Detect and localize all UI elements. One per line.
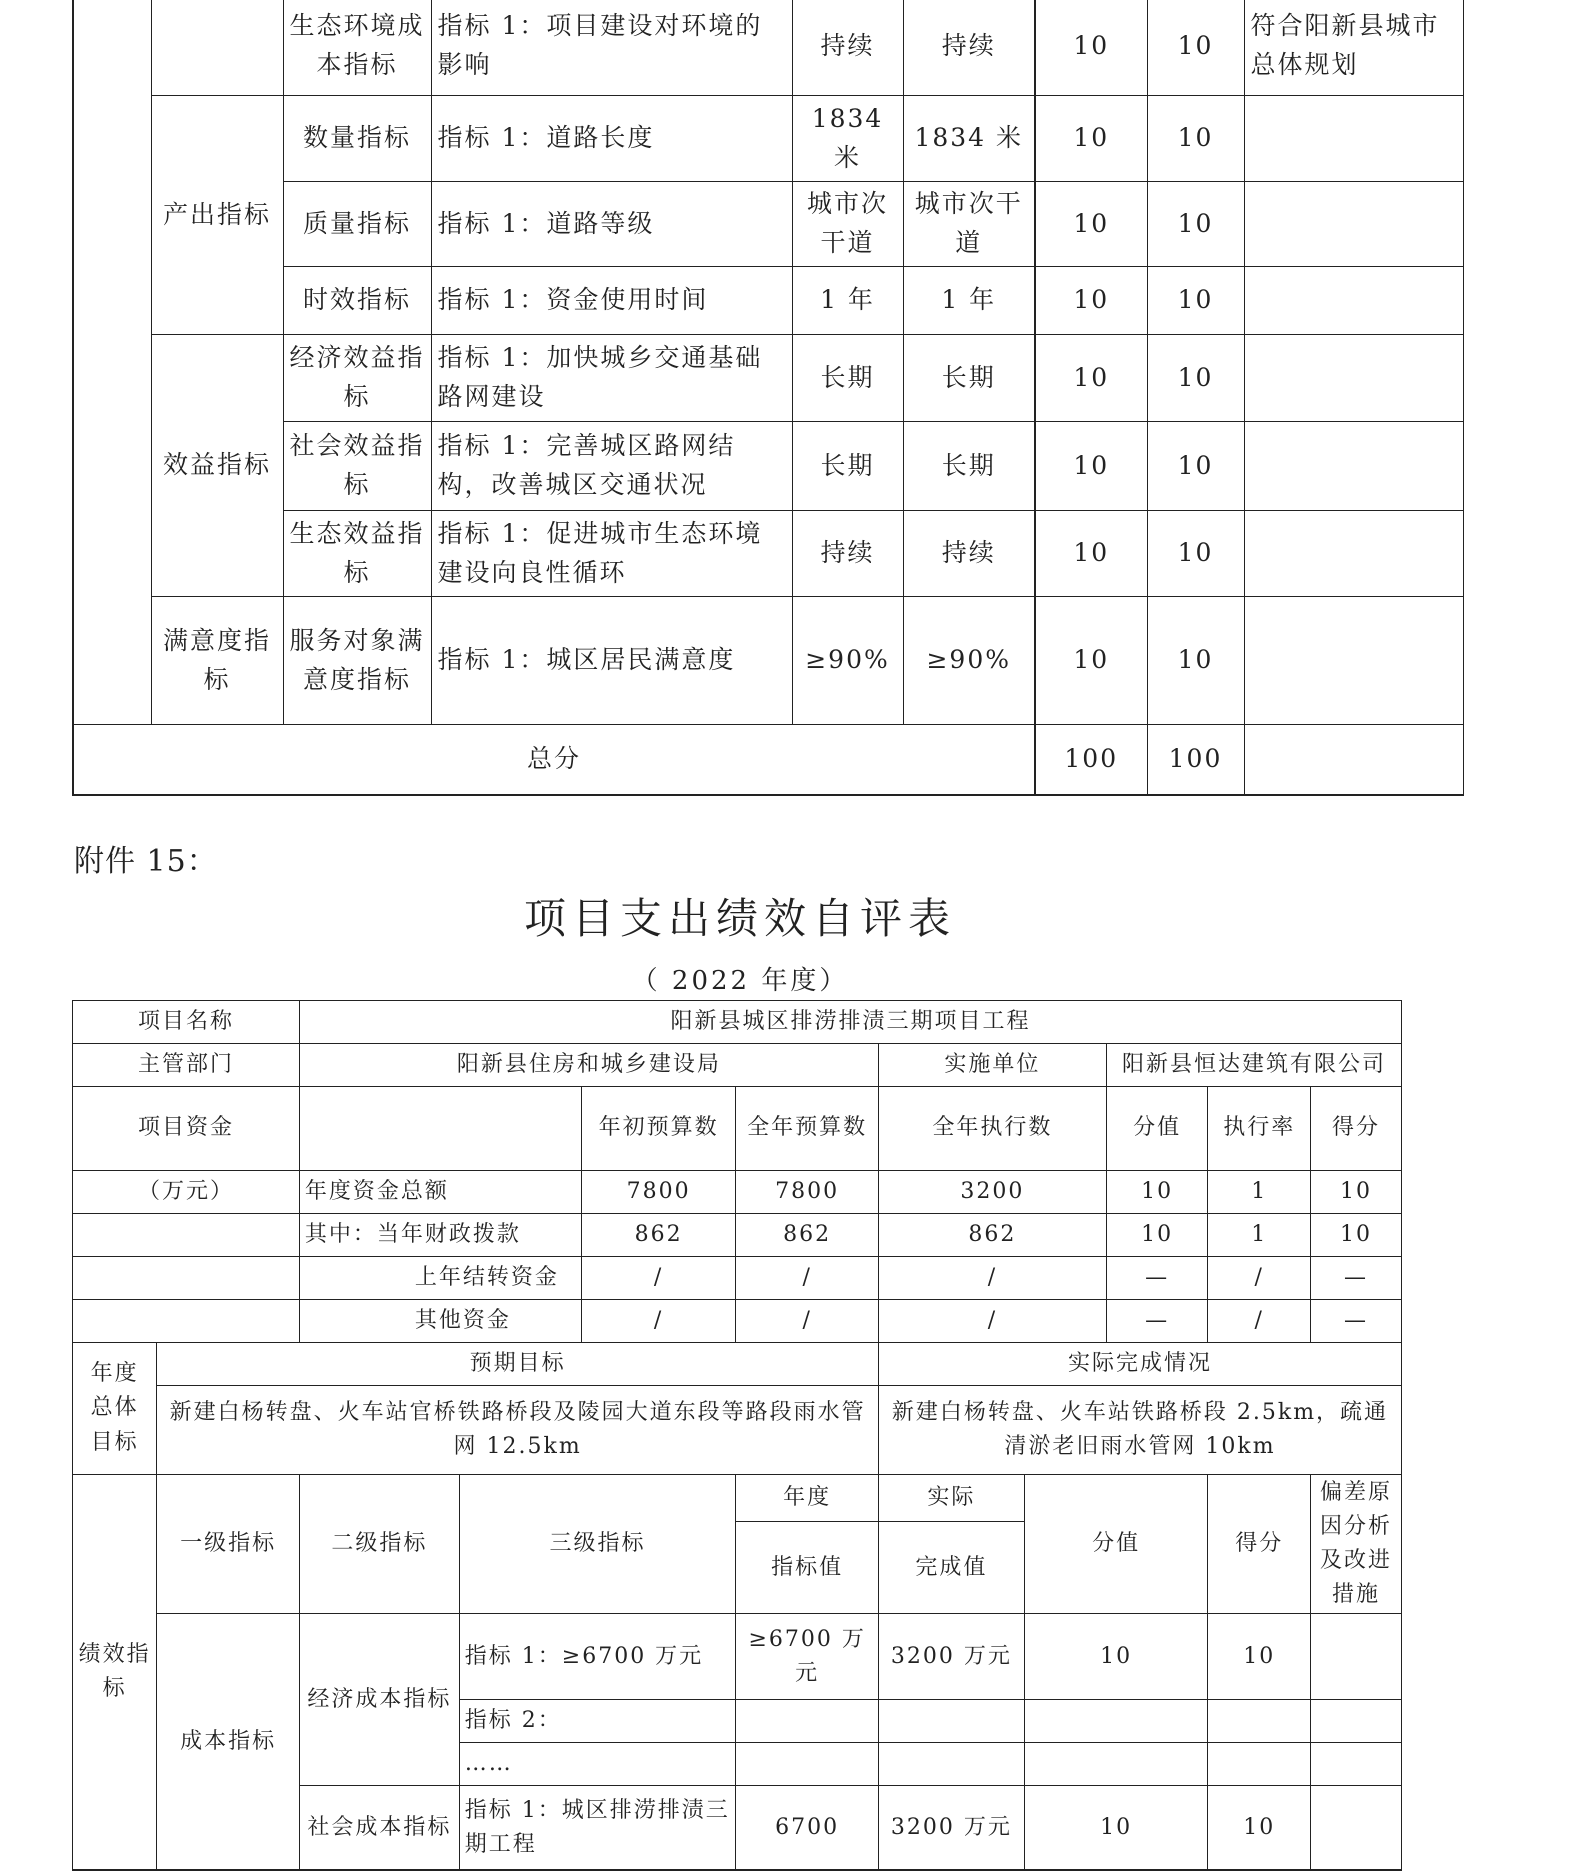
level3-cell: 指标 1：≥6700 万元: [459, 1614, 736, 1700]
total-note: [1244, 725, 1463, 795]
social-cost-label: 社会成本指标: [299, 1786, 459, 1870]
funds-header: 全年执行数: [878, 1087, 1106, 1171]
funds-cell: 862: [878, 1214, 1106, 1257]
score-cell: 10: [1147, 96, 1244, 182]
dept-value: 阳新县住房和城乡建设局: [299, 1044, 878, 1087]
deviation-cell: [1311, 1700, 1402, 1743]
level2-cell: 质量指标: [283, 182, 431, 267]
score-value-cell: 10: [1024, 1614, 1208, 1700]
perf-header: 实际: [878, 1475, 1024, 1522]
page-title: 项目支出绩效自评表: [523, 894, 956, 943]
actual-cell: 1 年: [903, 267, 1035, 335]
level1-satisfaction: 满意度指标: [151, 597, 283, 725]
level3-cell: ……: [459, 1743, 736, 1786]
score-cell: 10: [1208, 1786, 1311, 1870]
project-name-value: 阳新县城区排涝排渍三期项目工程: [299, 1001, 1401, 1044]
actual-cell: [878, 1700, 1024, 1743]
score-value-cell: 10: [1035, 511, 1147, 597]
target-cell: 城市次干道: [792, 182, 903, 267]
perf-header: 得分: [1208, 1475, 1311, 1614]
deviation-cell: [1311, 1743, 1402, 1786]
level2-cell: 数量指标: [283, 96, 431, 182]
note-cell: [1244, 182, 1463, 267]
funds-header: 分值: [1106, 1087, 1208, 1171]
funds-blank: [73, 1214, 300, 1257]
funds-header-blank: [299, 1087, 581, 1171]
level1-benefit: 效益指标: [151, 335, 283, 597]
funds-header: 全年预算数: [736, 1087, 879, 1171]
goal-label: 年度总体目标: [73, 1343, 157, 1475]
funds-blank: [73, 1300, 300, 1343]
funds-cell: —: [1311, 1257, 1402, 1300]
level1-output: 产出指标: [151, 96, 283, 335]
level3-cell: 指标 1：资金使用时间: [431, 267, 792, 335]
page-subtitle: （ 2022 年度）: [631, 966, 849, 996]
actual-cell: 持续: [903, 0, 1035, 96]
funds-cell: 10: [1311, 1214, 1402, 1257]
funds-cell: /: [1208, 1257, 1311, 1300]
perf-header: 分值: [1024, 1475, 1208, 1614]
funds-cell: /: [736, 1300, 879, 1343]
funds-cell: /: [878, 1300, 1106, 1343]
level3-cell: 指标 1：道路等级: [431, 182, 792, 267]
score-value-cell: 10: [1035, 182, 1147, 267]
actual-cell: 城市次干道: [903, 182, 1035, 267]
target-cell: 1834 米: [792, 96, 903, 182]
note-cell: [1244, 597, 1463, 725]
funds-cell: 7800: [736, 1171, 879, 1214]
level2-cell: 生态环境成本指标: [283, 0, 431, 96]
note-cell: [1244, 335, 1463, 422]
level3-cell: 指标 1：促进城市生态环境建设向良性循环: [431, 511, 792, 597]
score-cell: 10: [1147, 597, 1244, 725]
funds-cell: —: [1106, 1257, 1208, 1300]
target-cell: [736, 1743, 879, 1786]
score-cell: 10: [1147, 335, 1244, 422]
score-value-cell: 10: [1035, 597, 1147, 725]
funds-header: 年初预算数: [581, 1087, 735, 1171]
level2-cell: 生态效益指标: [283, 511, 431, 597]
funds-cell: 10: [1311, 1171, 1402, 1214]
actual-cell: [878, 1743, 1024, 1786]
target-cell: 持续: [792, 511, 903, 597]
score-value-cell: 10: [1035, 267, 1147, 335]
actual-cell: 3200 万元: [878, 1614, 1024, 1700]
perf-header: 年度: [736, 1475, 879, 1522]
actual-cell: 3200 万元: [878, 1786, 1024, 1870]
funds-row-label: 其中：当年财政拨款: [299, 1214, 581, 1257]
actual-goal: 新建白杨转盘、火车站铁路桥段 2.5km，疏通清淤老旧雨水管网 10km: [878, 1386, 1401, 1475]
funds-unit: （万元）: [73, 1171, 300, 1214]
actual-cell: 持续: [903, 511, 1035, 597]
actual-cell: 长期: [903, 422, 1035, 511]
score-cell: 10: [1147, 182, 1244, 267]
score-value-cell: 10: [1035, 422, 1147, 511]
perf-header: 偏差原因分析及改进措施: [1311, 1475, 1402, 1614]
funds-cell: /: [1208, 1300, 1311, 1343]
target-cell: 长期: [792, 422, 903, 511]
total-value: 100: [1035, 725, 1147, 795]
score-value-cell: 10: [1035, 335, 1147, 422]
perf-header: 二级指标: [299, 1475, 459, 1614]
level2-cell: 社会效益指标: [283, 422, 431, 511]
perf-side-cell: [73, 0, 151, 725]
dept-label: 主管部门: [73, 1044, 300, 1087]
level3-cell: 指标 1：道路长度: [431, 96, 792, 182]
score-cell: [1208, 1743, 1311, 1786]
level2-cell: 时效指标: [283, 267, 431, 335]
funds-cell: 7800: [581, 1171, 735, 1214]
expected-label: 预期目标: [157, 1343, 879, 1386]
score-cell: [1208, 1700, 1311, 1743]
note-cell: [1244, 267, 1463, 335]
score-value-cell: 10: [1024, 1786, 1208, 1870]
score-value-cell: [1024, 1743, 1208, 1786]
funds-cell: 862: [581, 1214, 735, 1257]
project-name-label: 项目名称: [73, 1001, 300, 1044]
score-cell: 10: [1147, 422, 1244, 511]
funds-cell: /: [581, 1257, 735, 1300]
target-cell: 6700: [736, 1786, 879, 1870]
funds-row-label: 年度资金总额: [299, 1171, 581, 1214]
total-score: 100: [1147, 725, 1244, 795]
deviation-cell: [1311, 1786, 1402, 1870]
econ-cost-label: 经济成本指标: [299, 1614, 459, 1786]
level3-cell: 指标 1：城区居民满意度: [431, 597, 792, 725]
score-value-cell: 10: [1035, 0, 1147, 96]
level3-cell: 指标 1：项目建设对环境的影响: [431, 0, 792, 96]
funds-row-label: 上年结转资金: [299, 1257, 581, 1300]
funds-cell: /: [878, 1257, 1106, 1300]
funds-cell: 10: [1106, 1214, 1208, 1257]
funds-header: 得分: [1311, 1087, 1402, 1171]
top-performance-table: [72, 0, 1464, 796]
perf-label: 绩效指标: [73, 1475, 157, 1870]
perf-header: 完成值: [878, 1522, 1024, 1614]
funds-header: 执行率: [1208, 1087, 1311, 1171]
level1-cell: [151, 0, 283, 96]
target-cell: ≥90%: [792, 597, 903, 725]
target-cell: 长期: [792, 335, 903, 422]
funds-cell: 1: [1208, 1171, 1311, 1214]
funds-cell: 1: [1208, 1214, 1311, 1257]
note-cell: [1244, 511, 1463, 597]
deviation-cell: [1311, 1614, 1402, 1700]
level3-cell: 指标 2：: [459, 1700, 736, 1743]
actual-cell: 长期: [903, 335, 1035, 422]
level3-cell: 指标 1：城区排涝排渍三期工程: [459, 1786, 736, 1870]
score-value-cell: [1024, 1700, 1208, 1743]
self-evaluation-form: [72, 1000, 1402, 1871]
note-cell: [1244, 422, 1463, 511]
target-cell: 1 年: [792, 267, 903, 335]
funds-row-label: 其他资金: [299, 1300, 581, 1343]
score-cell: 10: [1147, 511, 1244, 597]
actual-cell: 1834 米: [903, 96, 1035, 182]
funds-cell: —: [1106, 1300, 1208, 1343]
score-cell: 10: [1147, 0, 1244, 96]
expected-goal: 新建白杨转盘、火车站官桥铁路桥段及陵园大道东段等路段雨水管网 12.5km: [157, 1386, 879, 1475]
funds-cell: 3200: [878, 1171, 1106, 1214]
cost-label: 成本指标: [157, 1614, 300, 1870]
target-cell: 持续: [792, 0, 903, 96]
impl-value: 阳新县恒达建筑有限公司: [1106, 1044, 1401, 1087]
perf-header: 三级指标: [459, 1475, 736, 1614]
score-cell: 10: [1147, 267, 1244, 335]
level3-cell: 指标 1：完善城区路网结构，改善城区交通状况: [431, 422, 792, 511]
target-cell: ≥6700 万元: [736, 1614, 879, 1700]
funds-label: 项目资金: [73, 1087, 300, 1171]
score-cell: 10: [1208, 1614, 1311, 1700]
level3-cell: 指标 1：加快城乡交通基础路网建设: [431, 335, 792, 422]
funds-cell: 862: [736, 1214, 879, 1257]
funds-cell: /: [736, 1257, 879, 1300]
actual-label: 实际完成情况: [878, 1343, 1401, 1386]
note-cell: 符合阳新县城市总体规划: [1244, 0, 1463, 96]
level2-cell: 服务对象满意度指标: [283, 597, 431, 725]
attachment-label: 附件 15：: [74, 844, 218, 879]
total-label: 总分: [73, 725, 1035, 795]
actual-cell: ≥90%: [903, 597, 1035, 725]
target-cell: [736, 1700, 879, 1743]
funds-cell: 10: [1106, 1171, 1208, 1214]
impl-label: 实施单位: [878, 1044, 1106, 1087]
funds-blank: [73, 1257, 300, 1300]
note-cell: [1244, 96, 1463, 182]
funds-cell: —: [1311, 1300, 1402, 1343]
perf-header: 指标值: [736, 1522, 879, 1614]
level2-cell: 经济效益指标: [283, 335, 431, 422]
score-value-cell: 10: [1035, 96, 1147, 182]
perf-header: 一级指标: [157, 1475, 300, 1614]
funds-cell: /: [581, 1300, 735, 1343]
